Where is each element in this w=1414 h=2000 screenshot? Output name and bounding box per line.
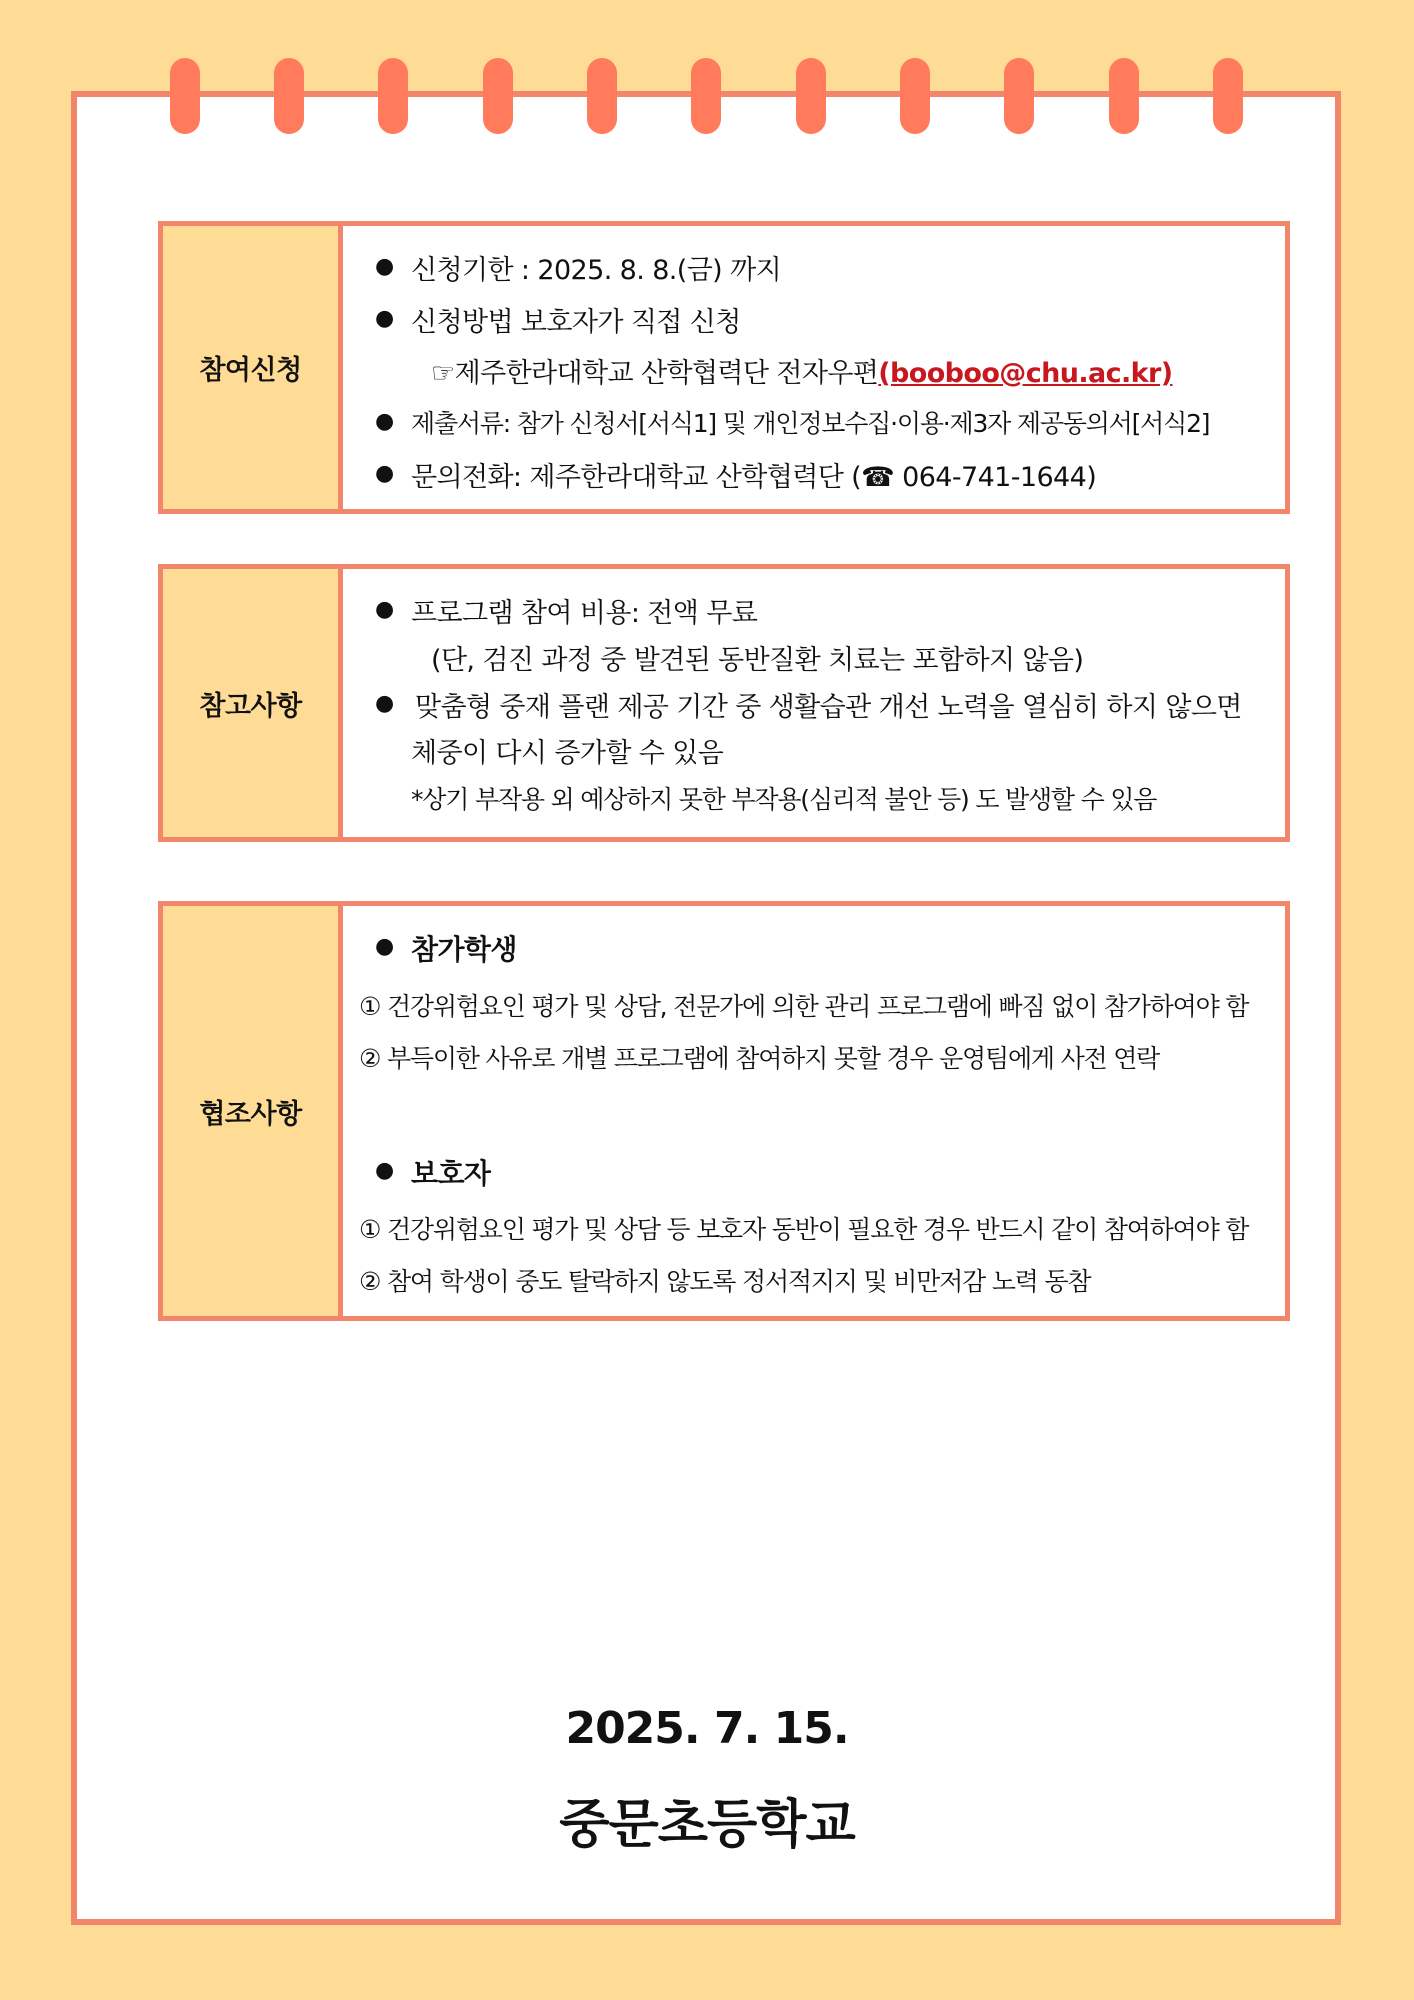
school-name: 중문초등학교 [559, 1795, 855, 1855]
notes-weight-1: 맞춤형 중재 플랜 제공 기간 중 생활습관 개선 노력을 열심히 하지 않으면 [415, 692, 1242, 723]
bullet-icon: ● [375, 461, 394, 486]
binder-ring [691, 58, 721, 134]
binder-ring [587, 58, 617, 134]
apply-section [158, 221, 1290, 514]
bullet-icon: ● [375, 1158, 394, 1183]
bullet-icon: ● [375, 306, 394, 331]
binder-ring [900, 58, 930, 134]
students-item-1: ① 건강위험요인 평가 및 상담, 전문가에 의한 관리 프로그램에 빠짐 없이 참가하여야 함 [359, 992, 1249, 1021]
notes-side-effect: *상기 부작용 외 예상하지 못한 부작용(심리적 불안 등) 도 발생할 수 있음 [411, 785, 1157, 814]
notes-weight-2: 체중이 다시 증가할 수 있음 [411, 738, 724, 769]
notes-cost: 프로그램 참여 비용: 전액 무료 [411, 598, 758, 629]
apply-via [431, 351, 1173, 390]
bullet-icon: ● [375, 409, 394, 434]
pointing-hand-icon: ☞ [431, 358, 455, 389]
binder-ring [796, 58, 826, 134]
apply-via-text: 제주한라대학교 산학협력단 전자우편 [454, 358, 879, 389]
bullet-icon: ● [375, 691, 394, 716]
apply-content [343, 226, 1285, 509]
apply-documents: 제출서류: 참가 신청서[서식1] 및 개인정보수집·이용·제3자 제공동의서[서식2] [411, 409, 1210, 438]
phone-icon: ☎ [861, 462, 895, 493]
students-heading: 참가학생 [411, 933, 517, 966]
cooperation-section [158, 901, 1290, 1321]
notes-content [343, 569, 1285, 837]
cooperation-label: 협조사항 [163, 906, 343, 1316]
binder-ring [1004, 58, 1034, 134]
guardian-heading: 보호자 [411, 1157, 491, 1190]
apply-deadline: 신청기한 : 2025. 8. 8.(금) 까지 [411, 255, 782, 286]
bullet-icon: ● [375, 934, 394, 959]
apply-contact-prefix: 문의전화: 제주한라대학교 산학협력단 ( [411, 462, 862, 493]
apply-contact [411, 455, 1096, 494]
notes-cost-detail: (단, 검진 과정 중 발견된 동반질환 치료는 포함하지 않음) [431, 645, 1084, 676]
students-item-2: ② 부득이한 사유로 개별 프로그램에 참여하지 못할 경우 운영팀에게 사전 연락 [359, 1044, 1160, 1073]
apply-label: 참여신청 [163, 226, 343, 509]
binder-ring [1109, 58, 1139, 134]
apply-contact-number: 064-741-1644) [894, 462, 1097, 493]
apply-method: 신청방법 보호자가 직접 신청 [411, 307, 741, 338]
guardian-item-2: ② 참여 학생이 중도 탈락하지 않도록 정서적지지 및 비만저감 노력 동참 [359, 1267, 1091, 1296]
cooperation-content [343, 906, 1285, 1316]
guardian-item-1: ① 건강위험요인 평가 및 상담 등 보호자 동반이 필요한 경우 반드시 같이 참여하여야 함 [359, 1215, 1249, 1244]
binder-ring [483, 58, 513, 134]
binder-ring [170, 58, 200, 134]
notes-section [158, 564, 1290, 842]
notice-date: 2025. 7. 15. [565, 1703, 849, 1754]
binder-ring [274, 58, 304, 134]
binder-ring [1213, 58, 1243, 134]
bullet-icon: ● [375, 597, 394, 622]
bullet-icon: ● [375, 254, 394, 279]
notes-label: 참고사항 [163, 569, 343, 837]
binder-ring [378, 58, 408, 134]
email-link[interactable]: (booboo@chu.ac.kr) [878, 358, 1173, 389]
